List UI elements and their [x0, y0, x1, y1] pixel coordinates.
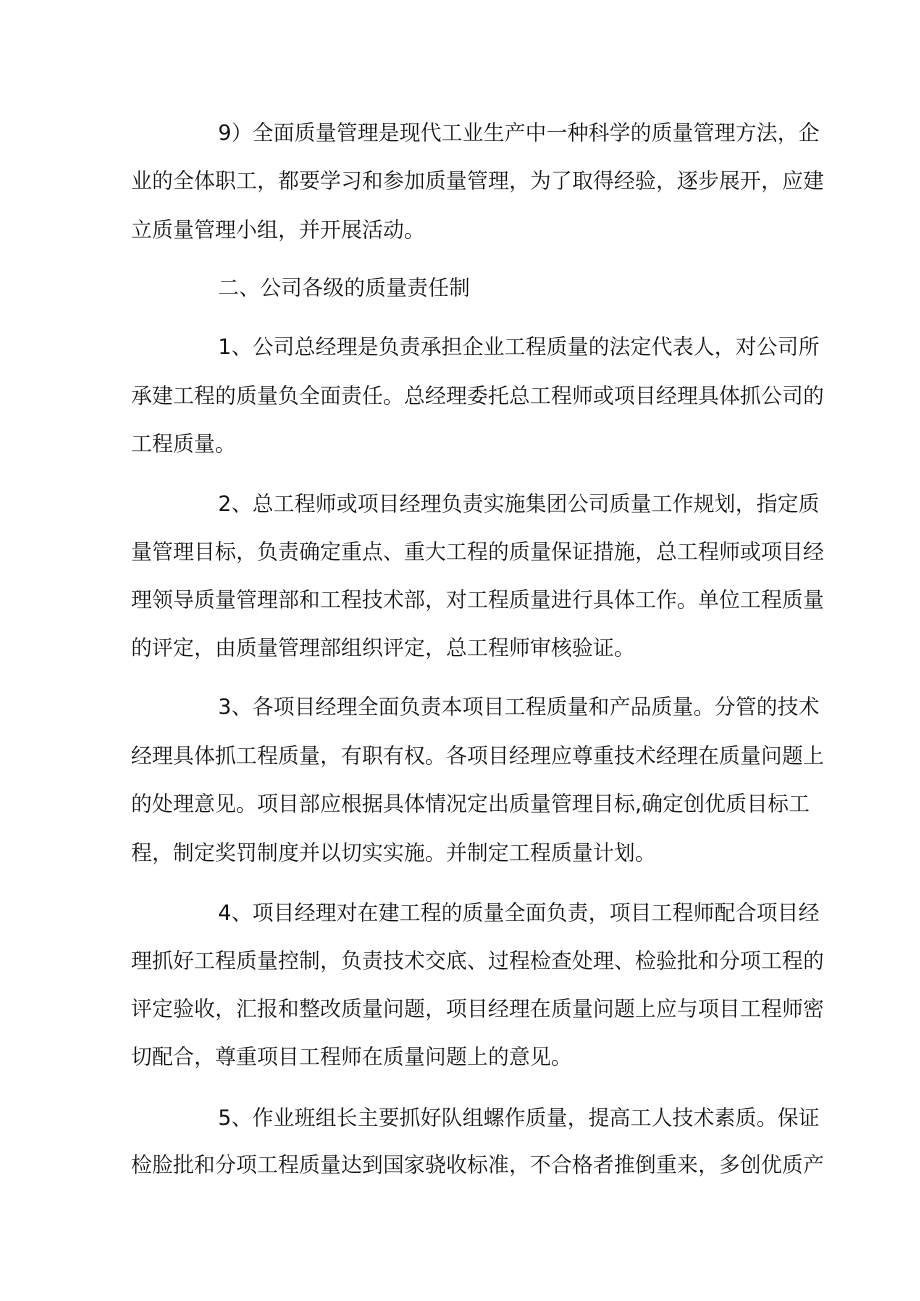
item-4-line-4: 切配合，尊重项目工程师在质量问题上的意见。	[131, 1045, 572, 1069]
item-3-line-1: 3、各项目经理全面负责本项目工程质量和产品质量。分管的技术	[218, 695, 820, 719]
paragraph-9-line-1: 9）全面质量管理是现代工业生产中一种科学的质量管理方法，企	[218, 121, 820, 145]
item-1-line-3: 工程质量。	[131, 432, 236, 456]
item-3-line-3: 的处理意见。项目部应根据具体情况定出质量管理目标,确定创优质目标工	[131, 792, 810, 816]
item-2-line-2: 量管理目标，负责确定重点、重大工程的质量保证措施，总工程师或项目经	[131, 540, 824, 564]
paragraph-9-line-3: 立质量管理小组，并开展活动。	[131, 218, 425, 242]
section-heading: 二、公司各级的质量责任制	[218, 276, 470, 300]
item-3-line-4: 程，制定奖罚制度并以切实实施。并制定工程质量计划。	[131, 841, 656, 865]
item-4-line-1: 4、项目经理对在建工程的质量全面负责，项目工程师配合项目经	[218, 901, 820, 925]
item-4-line-3: 评定验收，汇报和整改质量问题，项目经理在质量问题上应与项目工程师密	[131, 997, 824, 1021]
item-4-line-2: 理抓好工程质量控制，负责技术交底、过程检查处理、检验批和分项工程的	[131, 949, 824, 973]
paragraph-9-line-2: 业的全体职工，都要学习和参加质量管理，为了取得经验，逐步展开，应建	[131, 169, 824, 193]
item-2-line-4: 的评定，由质量管理部组织评定，总工程师审核验证。	[131, 636, 635, 660]
item-2-line-1: 2、总工程师或项目经理负责实施集团公司质量工作规划，指定质	[218, 492, 820, 516]
item-5-line-1: 5、作业班组长主要抓好队组螺作质量，提高工人技术素质。保证	[218, 1106, 820, 1130]
item-3-line-2: 经理具体抓工程质量，有职有权。各项目经理应尊重技术经理在质量问题上	[131, 744, 824, 768]
item-2-line-3: 理领导质量管理部和工程技术部，对工程质量进行具体工作。单位工程质量	[131, 588, 824, 612]
item-1-line-2: 承建工程的质量负全面责任。总经理委托总工程师或项目经理具体抓公司的	[131, 384, 824, 408]
item-5-line-2: 检脸批和分项工程质量达到国家骁收标准，不合格者推倒重来，多创优质产	[131, 1153, 824, 1177]
item-1-line-1: 1、公司总经理是负责承担企业工程质量的法定代表人，对公司所	[218, 335, 820, 359]
